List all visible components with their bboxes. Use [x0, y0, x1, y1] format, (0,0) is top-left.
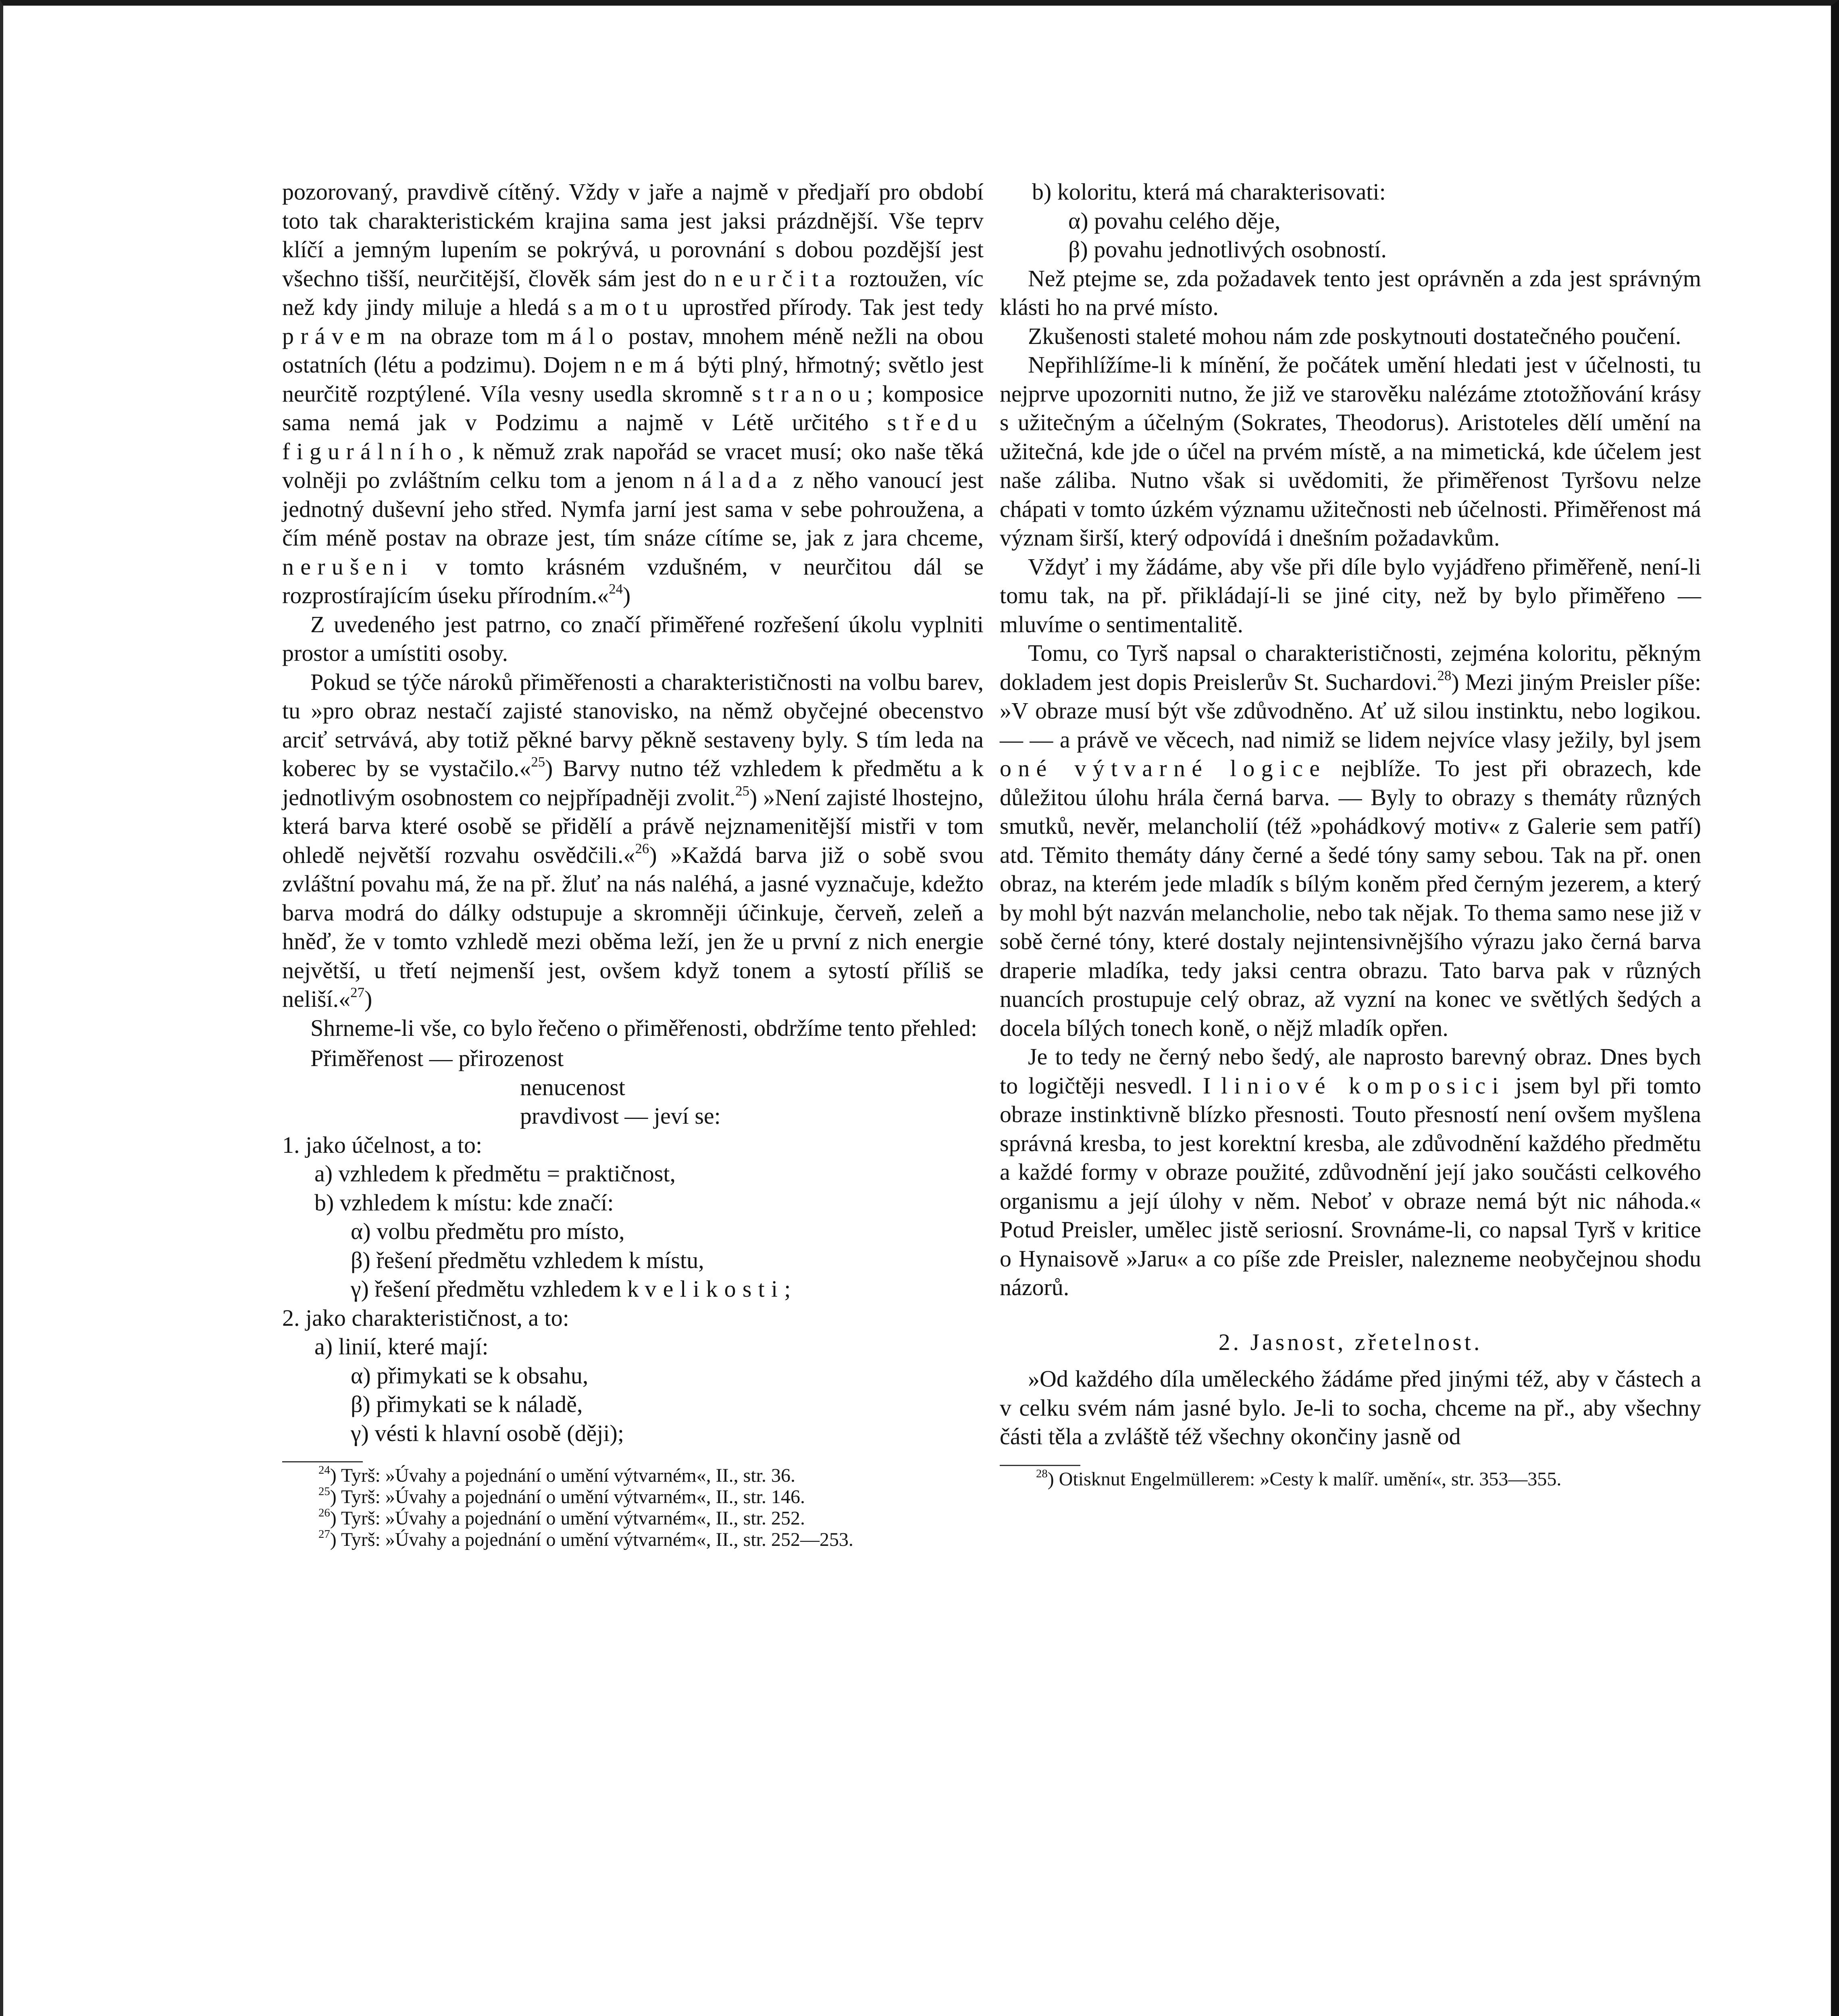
text-run: ;	[784, 1276, 791, 1302]
spaced-emphasis: středu figurálního	[282, 409, 984, 464]
spaced-emphasis: neurčita	[714, 265, 842, 292]
outline-item: β) řešení předmětu vzhledem k místu,	[351, 1247, 704, 1273]
outline-item: 1. jako účelnost, a to:	[282, 1131, 483, 1158]
paragraph: »Od každého díla uměleckého žádáme před jinými též, aby v částech a v celku svém nám jasné bylo. Je-li to socha, chceme na př., aby všechny části těla a zvláště též všechny okončiny jasně od	[1000, 1366, 1701, 1450]
paragraph: Než ptejme se, zda požadavek tento jest oprávněn a zda jest správným klásti ho na prvé místo.	[1000, 265, 1701, 320]
footnote-ref: 25	[531, 754, 545, 770]
footnotes	[282, 1465, 984, 1550]
paragraph	[1000, 639, 1701, 1042]
outline-item: α) povahu celého děje,	[1068, 207, 1281, 234]
paragraph	[282, 177, 984, 610]
footnote-number: 28	[1036, 1467, 1048, 1480]
outline-item: 2. jako charakterističnost, a to:	[282, 1304, 569, 1331]
text-run: ) Barvy nutno též vzhledem k předmětu a k jednotlivým osobnostem co nejpřípadněji zvolit.	[282, 755, 984, 810]
footnote-text: ) Otisknut Engelmüllerem: »Cesty k malíř. umění«, str. 353—355.	[1047, 1468, 1562, 1490]
outline-list	[282, 1131, 984, 1448]
spaced-emphasis: stranou	[752, 380, 867, 407]
text-run: uprostřed přírody. Tak jest tedy	[674, 294, 984, 320]
outline-list-continued	[1000, 177, 1701, 264]
paragraph: Vždyť i my žádáme, aby vše při díle bylo vyjádřeno přiměřeně, není-li tomu tak, na př. přikládají-li se jiné city, než by bylo přiměřeno — mluvíme o sentimentalitě.	[1000, 553, 1701, 637]
paragraph: Zkušenosti staleté mohou nám zde poskytnouti dostatečného poučení.	[1028, 323, 1681, 349]
footnote	[282, 1465, 984, 1486]
outline-item: γ) vésti k hlavní osobě (ději);	[351, 1420, 624, 1446]
text-run: nejblíže. To jest při obrazech, kde důležitou úlohu hrála černá barva. — Byly to obrazy s themáty různých smutků, nevěr, melancholií (též »pohádkový motiv« z Galerie sem patří) atd. Těmito themáty dány černé a šedé tóny samy sebou. Tak na př. onen obraz, na kterém jede mladík s bílým koněm před černým jezerem, a který by mohl být nazván melancholie, nebo tak nějak. To thema samo nese již v sobě černé tóny, které dostaly nejintensivnějšího výrazu jako černá barva draperie mladíka, tedy jaksi centra obrazu. Tato barva pak v různých nuancích prostupuje celý obraz, až vyzní na konec ve světlých šedých a docela bílých tonech koně, o nějž mladík opřen.	[1000, 755, 1702, 1041]
text-run: γ) řešení předmětu vzhledem k	[351, 1276, 645, 1302]
footnote-text: ) Tyrš: »Úvahy a pojednání o umění výtvarném«, II., str. 252.	[330, 1508, 805, 1529]
footnote-text: ) Tyrš: »Úvahy a pojednání o umění výtvarném«, II., str. 36.	[330, 1465, 795, 1486]
paragraph: Nepřihlížíme-li k mínění, že počátek umění hledati jest v účelnosti, tu nejprve upozorniti nutno, že již ve starověku nalézáme ztotožňování krásy s užitečným a účelným (Sokrates, Theodorus). Aristoteles dělí umění na užitečná, kde jde o účel na prvém místě, a na mimetická, kde účelem jest naše záliba. Nutno však si uvědomiti, že přiměřenost Tyršovu nelze chápati v tomto úzkém významu užitečnosti neb účelnosti. Přiměřenost má význam širší, který odpovídá i dnešním požadavkům.	[1000, 352, 1701, 551]
footnote-number: 27	[318, 1528, 330, 1541]
footnote-ref: 27	[350, 985, 364, 1001]
spaced-emphasis: liniové komposici	[1221, 1072, 1505, 1099]
text-run: Tomu, co Tyrš napsal o charakterističnosti, zejména koloritu, pěkným dokladem jest dopis Preislerův St. Suchardovi.	[1000, 640, 1701, 695]
footnote-number: 24	[318, 1464, 330, 1477]
right-column	[1000, 177, 1701, 1490]
text-run: v tomto krásném vzdušném, v neurčitou dál se rozprostírajícím úseku přírodním.«	[282, 553, 984, 608]
text-run: ) Mezi jiným Preisler píše: »V obraze musí být vše zdůvodněno. Ať už silou instinktu, nebo logikou. — — a právě ve věcech, nad nimiž se lidem nejvíce vlasy ježily, byl jsem	[1000, 669, 1701, 753]
spaced-emphasis: málo	[547, 323, 620, 349]
text-run: na obraze tom	[391, 323, 547, 349]
footnote	[282, 1508, 984, 1529]
text-run: ; komposice sama nemá jak v Podzimu a najmě v Létě určitého	[282, 380, 984, 435]
footnote-number: 26	[318, 1506, 330, 1520]
text-run: )	[364, 986, 372, 1012]
outline-item: a) vzhledem k předmětu = praktičnost,	[314, 1160, 676, 1187]
footnote-rule	[282, 1461, 363, 1462]
paragraph: Shrneme-li vše, co bylo řečeno o přiměřenosti, obdržíme tento přehled:	[310, 1014, 978, 1041]
outline-item	[282, 1275, 984, 1304]
paragraph	[282, 668, 984, 1014]
footnote	[282, 1529, 984, 1550]
outline-item: β) povahu jednotlivých osobností.	[1068, 236, 1387, 262]
outline-item: a) linií, které mají:	[314, 1333, 489, 1360]
footnote-ref: 24	[609, 581, 623, 597]
footnote-rule	[1000, 1465, 1080, 1466]
outline-item: b) vzhledem k místu: kde značí:	[314, 1189, 614, 1216]
outline-item: β) přimykati se k náladě,	[351, 1391, 583, 1417]
summary-heading: Přiměřenost — přirozenost	[310, 1045, 564, 1071]
outline-item: α) volbu předmětu pro místo,	[351, 1218, 625, 1244]
summary-line: nenucenost	[520, 1074, 625, 1100]
text-run: z něho vanoucí jest jednotný duševní jeho střed. Nymfa jarní jest sama v sebe pohroužena, a čím méně postav na obraze jest, tím snáze cítíme se, jak z jara chceme,	[282, 467, 984, 551]
spaced-emphasis: nemá	[614, 352, 691, 378]
spaced-emphasis: právem	[282, 323, 392, 349]
text-run: Pokud se týče nároků přiměřenosti a charakterističnosti na volbu barev, tu »pro obraz nestačí zajisté stanovisko, na němž obyčejné obecenstvo arciť setrvává, aby totiž pěkné barvy pěkně sestaveny byly. S tím leda na koberec by se vystačilo.«	[282, 669, 984, 781]
outline-item: b) koloritu, která má charakterisovati:	[1032, 179, 1386, 205]
footnote-number: 25	[318, 1485, 330, 1498]
paragraph	[1000, 1042, 1701, 1302]
footnote-text: ) Tyrš: »Úvahy a pojednání o umění výtvarném«, II., str. 252—253.	[330, 1529, 853, 1550]
footnote	[1000, 1468, 1701, 1490]
footnote-ref: 28	[1437, 667, 1452, 683]
spaced-emphasis: nálada	[683, 467, 784, 493]
text-run: Je to tedy ne černý nebo šedý, ale naprosto barevný obraz. Dnes bych to logičtěji nesvedl. I	[1000, 1043, 1701, 1099]
section-heading: 2. Jasnost, zřetelnost.	[1218, 1329, 1483, 1355]
footnote-ref: 25	[735, 783, 750, 799]
footnote-ref: 26	[635, 840, 649, 856]
spaced-emphasis: nerušeni	[282, 553, 414, 580]
text-run: býti plný, hřmotný; světlo jest neurčitě rozptýlené. Víla vesny usedla skromně	[282, 352, 984, 407]
text-run: , k němuž zrak napořád se vracet musí; oko naše těká volněji po zvláštním celku tom a jenom	[282, 438, 984, 493]
text-run: jsem byl při tomto obraze instinktivně blízko přesnosti. Touto přesností není ovšem myšlena správná kresba, to jest korektní kresba, ale zdůvodnění každého předmětu a každé formy v obraze použité, zdůvodnění její jako součásti celkového organismu a její úlohy v něm. Neboť v obraze nemá být nic náhoda.« Potud Preisler, umělec jistě seriosní. Srovnáme-li, co napsal Tyrš v kritice o Hynaisově »Jaru« a co píše zde Preisler, nalezneme neobyčejnou shodu názorů.	[1000, 1072, 1701, 1300]
footnote-text: ) Tyrš: »Úvahy a pojednání o umění výtvarném«, II., str. 146.	[330, 1486, 805, 1508]
spaced-emphasis: velikosti	[645, 1276, 784, 1302]
spaced-emphasis: samotu	[567, 294, 674, 320]
text-run: postav, mnohem méně nežli na obou ostatních (létu a podzimu). Dojem	[282, 323, 984, 378]
text-run: pozorovaný, pravdivě cítěný. Vždy v jaře a najmě v předjaří pro období toto tak charakteristickém krajina sama jest jaksi prázdnější. Vše teprv klíčí a jemným lupením se pokrývá, u porovnání s dobou pozdější jest všechno tišší, neurčitější, člověk sám jest do	[282, 179, 984, 292]
footnote	[282, 1486, 984, 1508]
summary-lines	[282, 1073, 984, 1131]
spaced-emphasis: oné výtvarné logice	[1000, 755, 1327, 781]
paragraph: Z uvedeného jest patrno, co značí přiměřené rozřešení úkolu vyplniti prostor a umístiti osoby.	[282, 611, 984, 666]
outline-item: α) přimykati se k obsahu,	[351, 1362, 589, 1389]
text-run: )	[623, 582, 631, 608]
text-run: ) »Není zajisté lhostejno, která barva které osobě se přidělí a právě nejznamenitější mistři v tom ohledě největší rozvahu osvědčili.«	[282, 784, 984, 868]
left-column	[282, 177, 984, 1550]
text-run: ) »Každá barva již o sobě svou zvláštní povahu má, že na př. žluť na nás naléhá, a jasné vyznačuje, kdežto barva modrá do dálky odstupuje a skromněji účinkuje, červeň, zeleň a hněď, že v tomto vzhledě mezi oběma leží, jen že u první z nich energie největší, u třetí nejmenší jest, ovšem když tonem a sytostí příliš se neliší.«	[282, 841, 984, 1012]
summary-line: pravdivost — jeví se:	[520, 1103, 721, 1129]
text-run: roztoužen, víc než kdy jindy miluje a hledá	[282, 265, 984, 320]
